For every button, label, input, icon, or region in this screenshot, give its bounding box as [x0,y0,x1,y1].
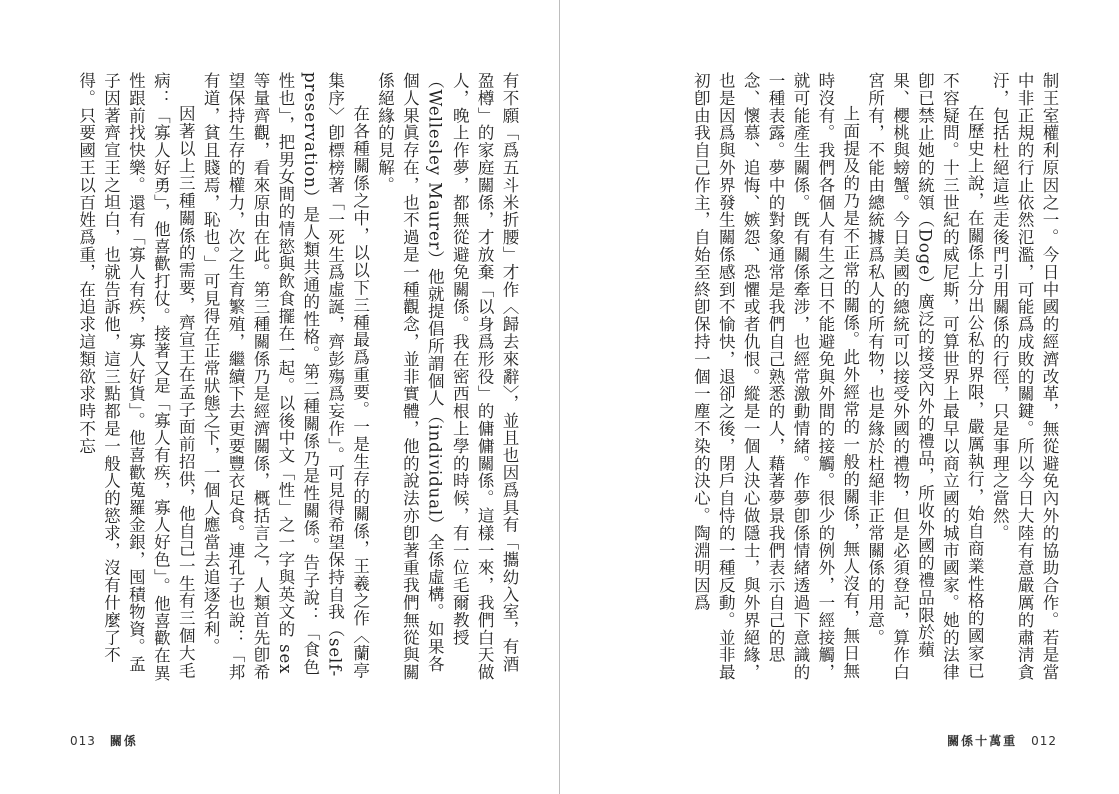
left-paragraph-1: 有不願「爲五斗米折腰」才作〈歸去來辭〉，並且也因爲具有「攜幼入室，有酒盈樽」的家庭關係，才放棄「以身爲形役」的傭傭關係。這樣一來，我們白天做人，晚上作夢，都無從避免關係。我在密西根上學的時候，有一位毛爾教授（Wellesley Maurer）他就提倡所謂個人（individual）全係虛構。如果各個人果眞存在，也不過是一種觀念，並非實體，他的說法亦卽著重我們無從與關係絕緣的見解。 [375,72,519,681]
running-title: 關係十萬重 [947,734,1018,748]
left-page [0,0,559,794]
left-paragraph-3: 因著以上三種關係的需要，齊宣王在孟子面前招供，他自己一生有三個大毛病：「寡人好勇」，他喜歡打仗。接著又是「寡人有疾，寡人好色」。他喜歡在異性跟前找快樂。還有「寡人有疾，寡人好貨」。他喜歡蒐羅金銀，囤積物資。孟子因著齊宣王之坦白，也就告訴他，這三點都是一般人的慾求，沒有什麼了不得。只要國王以百姓爲重，在追求這類欲求時不忘 [76,72,196,682]
right-page-text [651,72,1061,682]
page-number: 013 [70,733,96,748]
right-paragraph-1: 制王室權利原因之一。今日中國的經濟改革，無從避免內外的協助合作。若是當中非正規的行止依然氾濫，可能爲成敗的關鍵。所以今日大陸有意嚴厲的肅淸貪汙，包括杜絕這些走後門引用關係的行徑，只是事理之當然。 [990,72,1059,681]
right-page [560,0,1119,794]
left-paragraph-2: 在各種關係之中，以以下三種最爲重要。一是生存的關係，王羲之作〈蘭亭集序〉卽標榜著「一死生爲虛誕，齊彭殤爲妄作」。可見得希望保持自我（self-preservation）是人類共通的性格。第二種關係乃是性關係。告子說：「食色性也」，把男女間的情慾與飲食擺在一起。以後中文「性」之一字與英文的 sex 等量齊觀，看來原由在此。第三種關係乃是經濟關係，概括言之，人類首先卽希望保持生存的權力，次之生育繁殖，繼續下去更要豐衣足食。連孔子也說：「邦有道，貧且賤焉，恥也。」可見得在正常狀態之下，一個人應當去追逐名利。 [201,72,370,681]
running-title: 關係 [109,734,138,748]
page-number: 012 [1031,733,1057,748]
left-page-footer [70,732,138,749]
right-paragraph-3: 上面提及的乃是不正常的關係。此外經常的一般的關係，無人沒有，無日無時沒有。我們各個人有生之日不能避免與外間的接觸。很少的例外，一經接觸，就可能產生關係。旣有關係牽涉，也經常激動情緒。作夢卽係情緒透過下意識的一種表露。夢中的對象通常是我們自己熟悉的人，藉著夢景我們表示自己的思念、懷慕、追悔、嫉怨、恐懼或者仇恨。縱是一個人決心做隱士，與外界絕緣，也是因爲與外界發生關係感到不愉快，退卻之後，閉戶自恃的一種反動。並非最初卽由我自己作主，自始至終卽保持一個一塵不染的決心。陶淵明因爲 [691,72,860,681]
right-page-footer [947,732,1057,749]
right-paragraph-2: 在歷史上說，在關係上分出公私的界限，嚴厲執行，始自商業性格的國家已不容疑問。十三世紀的威尼斯，可算世界上最早以商立國的城市國家。她的法律卽已禁止她的統領（Doge）廣泛的接受內外的禮品，所收外國的禮品限於蘋果、櫻桃與螃蟹。今日美國的總統可以接受外國的禮物，但是必須登記，算作白宮所有，不能由總統據爲私人的所有物，也是緣於杜絕非正常關係的用意。 [865,72,985,681]
left-page-text [41,72,521,682]
